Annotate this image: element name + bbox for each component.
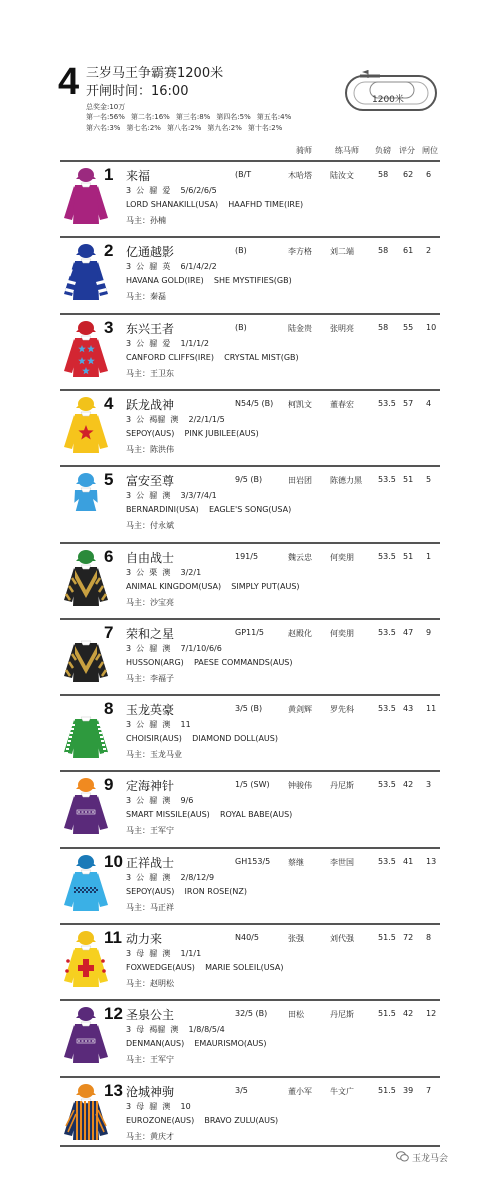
horse-entry bbox=[60, 694, 440, 762]
horse-jockey: 黄剑辉 bbox=[288, 705, 312, 715]
horse-weight: 53.5 bbox=[378, 780, 396, 790]
horse-trainer: 张明亮 bbox=[330, 323, 354, 333]
horse-rating: 39 bbox=[403, 1085, 414, 1095]
horse-entry bbox=[60, 160, 440, 228]
horse-info: 3 公 骝 爱 1/1/1/2 bbox=[126, 338, 209, 348]
horse-trainer: 陈德力黑 bbox=[330, 476, 362, 486]
prize-share: 第六名:3% bbox=[86, 124, 121, 132]
horse-owner: 马主：马正祥 bbox=[126, 902, 174, 912]
prize-share: 第九名:2% bbox=[207, 124, 242, 132]
horse-trainer: 罗先科 bbox=[330, 705, 354, 715]
horse-number: 7 bbox=[104, 622, 114, 642]
horse-info: 3 公 骝 澳 9/6 bbox=[126, 796, 194, 806]
horse-jockey: 柯凯文 bbox=[288, 399, 312, 409]
header-gate: 闸位 bbox=[422, 146, 438, 155]
horse-trainer: 丹尼斯 bbox=[330, 781, 354, 791]
horse-jockey: 赵殿化 bbox=[288, 628, 312, 638]
horse-name: 来福 bbox=[126, 169, 151, 183]
watermark: 玉龙马会 bbox=[412, 1154, 449, 1164]
horse-gate: 5 bbox=[426, 475, 432, 485]
horse-gate: 3 bbox=[426, 780, 432, 790]
prize-share: 第四名:5% bbox=[216, 113, 251, 121]
horse-name: 富安至尊 bbox=[126, 474, 175, 489]
horse-number: 1 bbox=[104, 165, 114, 184]
horse-gate: 8 bbox=[426, 933, 432, 942]
horse-info: 3 公 骝 澳 11 bbox=[126, 720, 191, 730]
horse-weight: 51.5 bbox=[378, 933, 396, 942]
horse-entry bbox=[60, 313, 440, 381]
horse-rating: 42 bbox=[403, 780, 414, 790]
horse-weight: 58 bbox=[378, 322, 389, 332]
horse-entry bbox=[60, 465, 440, 533]
horse-entry bbox=[60, 618, 440, 686]
horse-owner: 马主：秦磊 bbox=[126, 292, 166, 302]
horse-info: 3 公 栗 澳 3/2/1 bbox=[126, 567, 202, 577]
horse-number: 2 bbox=[104, 241, 114, 261]
horse-owner: 马主：王军宁 bbox=[126, 1055, 174, 1065]
horse-trainer: 李世国 bbox=[330, 857, 354, 867]
prize-share: 第五名:4% bbox=[256, 113, 292, 121]
horse-gate: 6 bbox=[426, 170, 432, 179]
horse-name: 跃龙战神 bbox=[126, 397, 175, 412]
track-distance-label: 1200米 bbox=[372, 95, 404, 105]
horse-weight: 51.5 bbox=[378, 1009, 396, 1019]
horse-gear-tag: 1/5 (SW) bbox=[235, 780, 270, 790]
horse-info: 3 母 褐骝 澳 1/8/8/5/4 bbox=[126, 1025, 225, 1035]
prize-share: 第二名:16% bbox=[130, 113, 170, 121]
horse-info: 3 母 骝 澳 10 bbox=[126, 1101, 191, 1111]
horse-trainer: 牛文广 bbox=[330, 1086, 354, 1096]
horse-weight: 53.5 bbox=[378, 398, 396, 408]
horse-rating: 55 bbox=[403, 322, 414, 332]
horse-owner: 马主：付永斌 bbox=[126, 521, 174, 531]
horse-trainer: 陆汝文 bbox=[330, 171, 354, 180]
jockey-silks-icon bbox=[62, 1005, 110, 1065]
race-start-time: 开闸时间：16:00 bbox=[86, 84, 189, 99]
horse-rating: 61 bbox=[403, 246, 414, 256]
horse-weight: 53.5 bbox=[378, 551, 396, 561]
horse-pedigree: ANIMAL KINGDOM(USA) SIMPLY PUT(AUS) bbox=[126, 581, 300, 591]
horse-pedigree: CHOISIR(AUS) DIAMOND DOLL(AUS) bbox=[126, 734, 278, 744]
horse-gear-tag: (B/T bbox=[235, 170, 252, 179]
horse-entry bbox=[60, 999, 440, 1067]
horse-weight: 53.5 bbox=[378, 475, 396, 485]
jockey-silks-icon bbox=[62, 471, 110, 531]
jockey-silks-icon bbox=[62, 700, 110, 760]
horse-name: 东兴王者 bbox=[126, 321, 175, 336]
jockey-silks-icon bbox=[62, 242, 110, 302]
jockey-silks-icon bbox=[62, 929, 110, 989]
horse-rating: 57 bbox=[403, 398, 414, 408]
horse-number: 4 bbox=[104, 393, 114, 413]
horse-entry bbox=[60, 1076, 440, 1147]
jockey-silks-icon bbox=[62, 395, 110, 455]
horse-weight: 58 bbox=[378, 170, 389, 179]
prize-distribution-row-2 bbox=[86, 124, 288, 133]
horse-name: 沧城神驹 bbox=[126, 1084, 175, 1099]
horse-gear-tag: 3/5 bbox=[235, 1085, 248, 1095]
prize-share: 第一名:56% bbox=[86, 113, 125, 121]
header-trainer: 练马师 bbox=[335, 146, 359, 155]
jockey-silks-icon bbox=[62, 776, 110, 836]
jockey-silks-icon bbox=[62, 1082, 110, 1142]
horse-gate: 1 bbox=[426, 551, 432, 561]
horse-gear-tag: N40/5 bbox=[235, 933, 259, 942]
horse-rating: 42 bbox=[403, 1009, 414, 1019]
horse-gate: 13 bbox=[426, 856, 437, 866]
prize-total: 总奖金:10万 bbox=[86, 103, 126, 111]
horse-weight: 51.5 bbox=[378, 1085, 396, 1095]
horse-gear-tag: 3/5 (B) bbox=[235, 704, 263, 714]
horse-info: 3 公 骝 爱 5/6/2/6/5 bbox=[126, 186, 217, 195]
horse-entry bbox=[60, 236, 440, 304]
horse-gear-tag: 191/5 bbox=[235, 551, 259, 561]
horse-name: 圣泉公主 bbox=[126, 1008, 175, 1023]
horse-gear-tag: N54/5 (B) bbox=[235, 398, 274, 408]
horse-trainer: 刘代强 bbox=[330, 934, 354, 943]
horse-entry bbox=[60, 847, 440, 915]
horse-number: 9 bbox=[104, 775, 114, 795]
horse-info: 3 公 骝 澳 2/8/12/9 bbox=[126, 872, 215, 882]
horse-owner: 马主：沙宝亮 bbox=[126, 597, 174, 607]
header-jockey: 骑师 bbox=[296, 146, 312, 155]
horse-entry bbox=[60, 770, 440, 838]
horse-jockey: 钟骏伟 bbox=[288, 781, 312, 791]
horse-pedigree: CANFORD CLIFFS(IRE) CRYSTAL MIST(GB) bbox=[126, 352, 299, 362]
horse-pedigree: SEPOY(AUS) PINK JUBILEE(AUS) bbox=[126, 428, 259, 438]
jockey-silks-icon bbox=[62, 166, 110, 226]
horse-jockey: 李方格 bbox=[288, 247, 312, 257]
horse-number: 13 bbox=[104, 1080, 123, 1100]
horse-gear-tag: (B) bbox=[235, 246, 247, 256]
jockey-silks-icon bbox=[62, 548, 110, 608]
horse-entry bbox=[60, 923, 440, 991]
horse-gear-tag: GH153/5 bbox=[235, 856, 271, 866]
horse-info: 3 公 骝 澳 3/3/7/4/1 bbox=[126, 491, 217, 501]
horse-rating: 51 bbox=[403, 475, 414, 485]
horse-gate: 7 bbox=[426, 1085, 432, 1095]
horse-gate: 4 bbox=[426, 398, 432, 408]
horse-pedigree: HAVANA GOLD(IRE) SHE MYSTIFIES(GB) bbox=[126, 276, 292, 286]
horse-owner: 马主：孙楠 bbox=[126, 216, 166, 225]
horse-gate: 12 bbox=[426, 1009, 437, 1019]
horse-name: 定海神针 bbox=[126, 779, 175, 794]
prize-share: 第三名:8% bbox=[175, 113, 211, 121]
horse-pedigree: DENMAN(AUS) EMAURISMO(AUS) bbox=[126, 1039, 267, 1049]
horse-name: 亿通越影 bbox=[126, 245, 175, 260]
horse-number: 12 bbox=[104, 1004, 123, 1024]
horse-number: 10 bbox=[104, 851, 123, 871]
horse-name: 荣和之星 bbox=[126, 626, 175, 641]
horse-gear-tag: GP11/5 bbox=[235, 627, 264, 637]
horse-rating: 41 bbox=[403, 856, 414, 866]
header-rating: 评分 bbox=[399, 146, 415, 155]
horse-jockey: 田岩团 bbox=[288, 476, 312, 486]
horse-name: 自由战士 bbox=[126, 550, 175, 565]
horse-owner: 马主：玉龙马业 bbox=[126, 750, 182, 760]
horse-pedigree: HUSSON(ARG) PAESE COMMANDS(AUS) bbox=[126, 657, 293, 667]
jockey-silks-icon bbox=[62, 853, 110, 913]
horse-rating: 72 bbox=[403, 933, 414, 942]
horse-info: 3 公 骝 英 6/1/4/2/2 bbox=[126, 262, 217, 272]
horse-gate: 9 bbox=[426, 627, 432, 637]
prize-distribution-row-1 bbox=[86, 113, 297, 122]
horse-number: 6 bbox=[104, 546, 114, 566]
horse-rating: 62 bbox=[403, 170, 414, 179]
horse-rating: 43 bbox=[403, 704, 414, 714]
horse-weight: 53.5 bbox=[378, 704, 396, 714]
horse-owner: 马主：王军宁 bbox=[126, 826, 174, 836]
race-title: 三岁马王争霸赛1200米 bbox=[86, 66, 224, 81]
horse-pedigree: BERNARDINI(USA) EAGLE'S SONG(USA) bbox=[126, 505, 292, 515]
prize-share: 第八名:2% bbox=[166, 124, 202, 132]
horse-jockey: 董小军 bbox=[288, 1086, 312, 1096]
jockey-silks-icon bbox=[62, 319, 110, 379]
horse-number: 11 bbox=[104, 928, 122, 947]
horse-entry bbox=[60, 542, 440, 610]
horse-info: 3 公 骝 澳 7/1/10/6/6 bbox=[126, 643, 222, 653]
horse-gear-tag: 32/5 (B) bbox=[235, 1009, 268, 1019]
horse-trainer: 刘二端 bbox=[330, 247, 354, 257]
horse-jockey: 张强 bbox=[288, 934, 304, 943]
horse-rating: 51 bbox=[403, 551, 414, 561]
horse-gear-tag: 9/5 (B) bbox=[235, 475, 263, 485]
horse-number: 8 bbox=[104, 699, 114, 719]
horse-trainer: 何奕朋 bbox=[330, 552, 354, 562]
horse-entry bbox=[60, 389, 440, 457]
horse-name: 正祥战士 bbox=[126, 855, 175, 870]
horse-owner: 马主：李福子 bbox=[126, 673, 174, 683]
horse-weight: 58 bbox=[378, 246, 389, 256]
horse-name: 玉龙英豪 bbox=[126, 703, 175, 718]
horse-info: 3 母 骝 澳 1/1/1 bbox=[126, 949, 202, 958]
horse-weight: 53.5 bbox=[378, 627, 396, 637]
horse-jockey: 田松 bbox=[288, 1010, 304, 1020]
horse-pedigree: EUROZONE(AUS) BRAVO ZULU(AUS) bbox=[126, 1115, 279, 1125]
horse-gate: 10 bbox=[426, 322, 437, 332]
horse-jockey: 蔡继 bbox=[288, 857, 304, 867]
header-weight: 负磅 bbox=[375, 146, 391, 155]
horse-jockey: 魏云忠 bbox=[288, 552, 312, 562]
horse-owner: 马主：赵明松 bbox=[126, 979, 174, 988]
horse-pedigree: SEPOY(AUS) IRON ROSE(NZ) bbox=[126, 886, 247, 896]
horse-owner: 马主：王卫东 bbox=[126, 368, 174, 378]
horse-pedigree: FOXWEDGE(AUS) MARIE SOLEIL(USA) bbox=[126, 963, 284, 972]
horse-number: 3 bbox=[104, 317, 114, 337]
horse-jockey: 陆金贵 bbox=[288, 323, 312, 333]
horse-pedigree: SMART MISSILE(AUS) ROYAL BABE(AUS) bbox=[126, 810, 293, 820]
horse-number: 5 bbox=[104, 470, 114, 490]
prize-share: 第七名:2% bbox=[126, 124, 161, 132]
horse-gate: 11 bbox=[426, 704, 437, 714]
horse-owner: 马主：陈洪伟 bbox=[126, 444, 174, 454]
horse-weight: 53.5 bbox=[378, 856, 396, 866]
horse-trainer: 丹尼斯 bbox=[330, 1010, 354, 1020]
horse-gear-tag: (B) bbox=[235, 322, 247, 332]
prize-share: 第十名:2% bbox=[247, 124, 283, 132]
horse-trainer: 何奕朋 bbox=[330, 628, 354, 638]
horse-gate: 2 bbox=[426, 246, 432, 256]
wechat-icon bbox=[396, 1151, 409, 1162]
horse-trainer: 董春宏 bbox=[330, 399, 354, 409]
horse-name: 动力来 bbox=[126, 932, 163, 946]
horse-owner: 马主：黄庆才 bbox=[126, 1131, 174, 1141]
race-number: 4 bbox=[58, 61, 80, 103]
horse-jockey: 木哈塔 bbox=[288, 171, 312, 180]
horse-rating: 47 bbox=[403, 627, 414, 637]
horse-info: 3 公 褐骝 澳 2/2/1/1/5 bbox=[126, 414, 225, 424]
jockey-silks-icon bbox=[62, 624, 110, 684]
horse-pedigree: LORD SHANAKILL(USA) HAAFHD TIME(IRE) bbox=[126, 200, 304, 209]
